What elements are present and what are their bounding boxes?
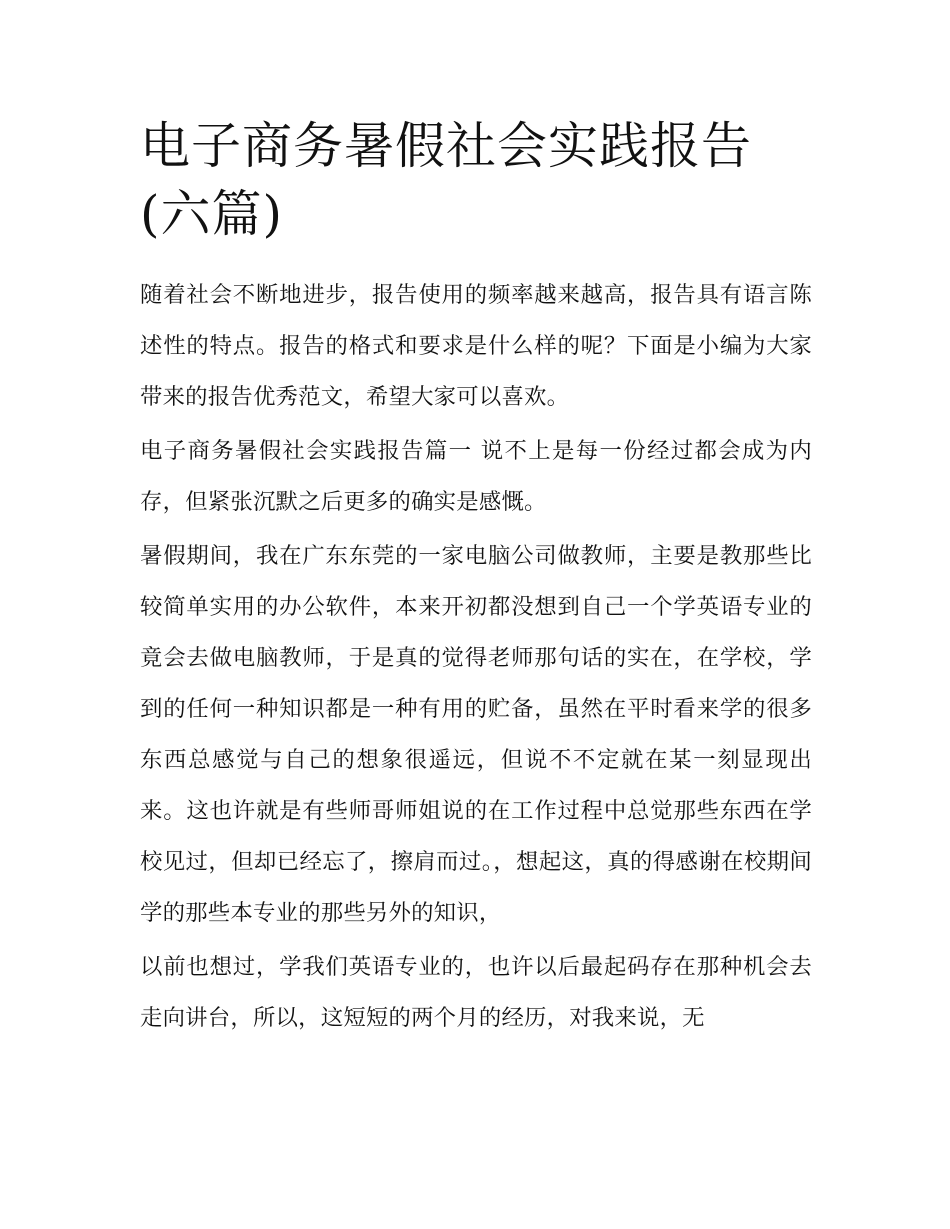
paragraph-intro: 随着社会不断地进步，报告使用的频率越来越高，报告具有语言陈述性的特点。报告的格式和要求是什么样的呢？下面是小编为大家带来的报告优秀范文，希望大家可以喜欢。 [140,282,812,410]
document-body [140,112,812,1047]
document-title: 电子商务暑假社会实践报告(六篇) [140,117,752,243]
paragraph-summer-job: 暑假期间，我在广东东莞的一家电脑公司做教师，主要是教那些比较简单实用的办公软件，本来开初都没想到自己一个学英语专业的竟会去做电脑教师，于是真的觉得老师那句话的实在，在学校，学到的任何一种知识都是一种有用的贮备，虽然在平时看来学的很多东西总感觉与自己的想象很遥远，但说不不定就在某一刻显现出来。这也许就是有些师哥师姐说的在工作过程中总觉那些东西在学校见过，但却已经忘了，擦肩而过。，想起这，真的得感谢在校期间学的那些本专业的那些另外的知识， [140,543,812,926]
paragraph-english-major: 以前也想过，学我们英语专业的，也许以后最起码存在那种机会去走向讲台，所以，这短短的两个月的经历，对我来说，无 [140,954,812,1031]
paragraph-article-one-opening: 电子商务暑假社会实践报告篇一 说不上是每一份经过都会成为内存，但紧张沉默之后更多的确实是感慨。 [140,438,812,515]
